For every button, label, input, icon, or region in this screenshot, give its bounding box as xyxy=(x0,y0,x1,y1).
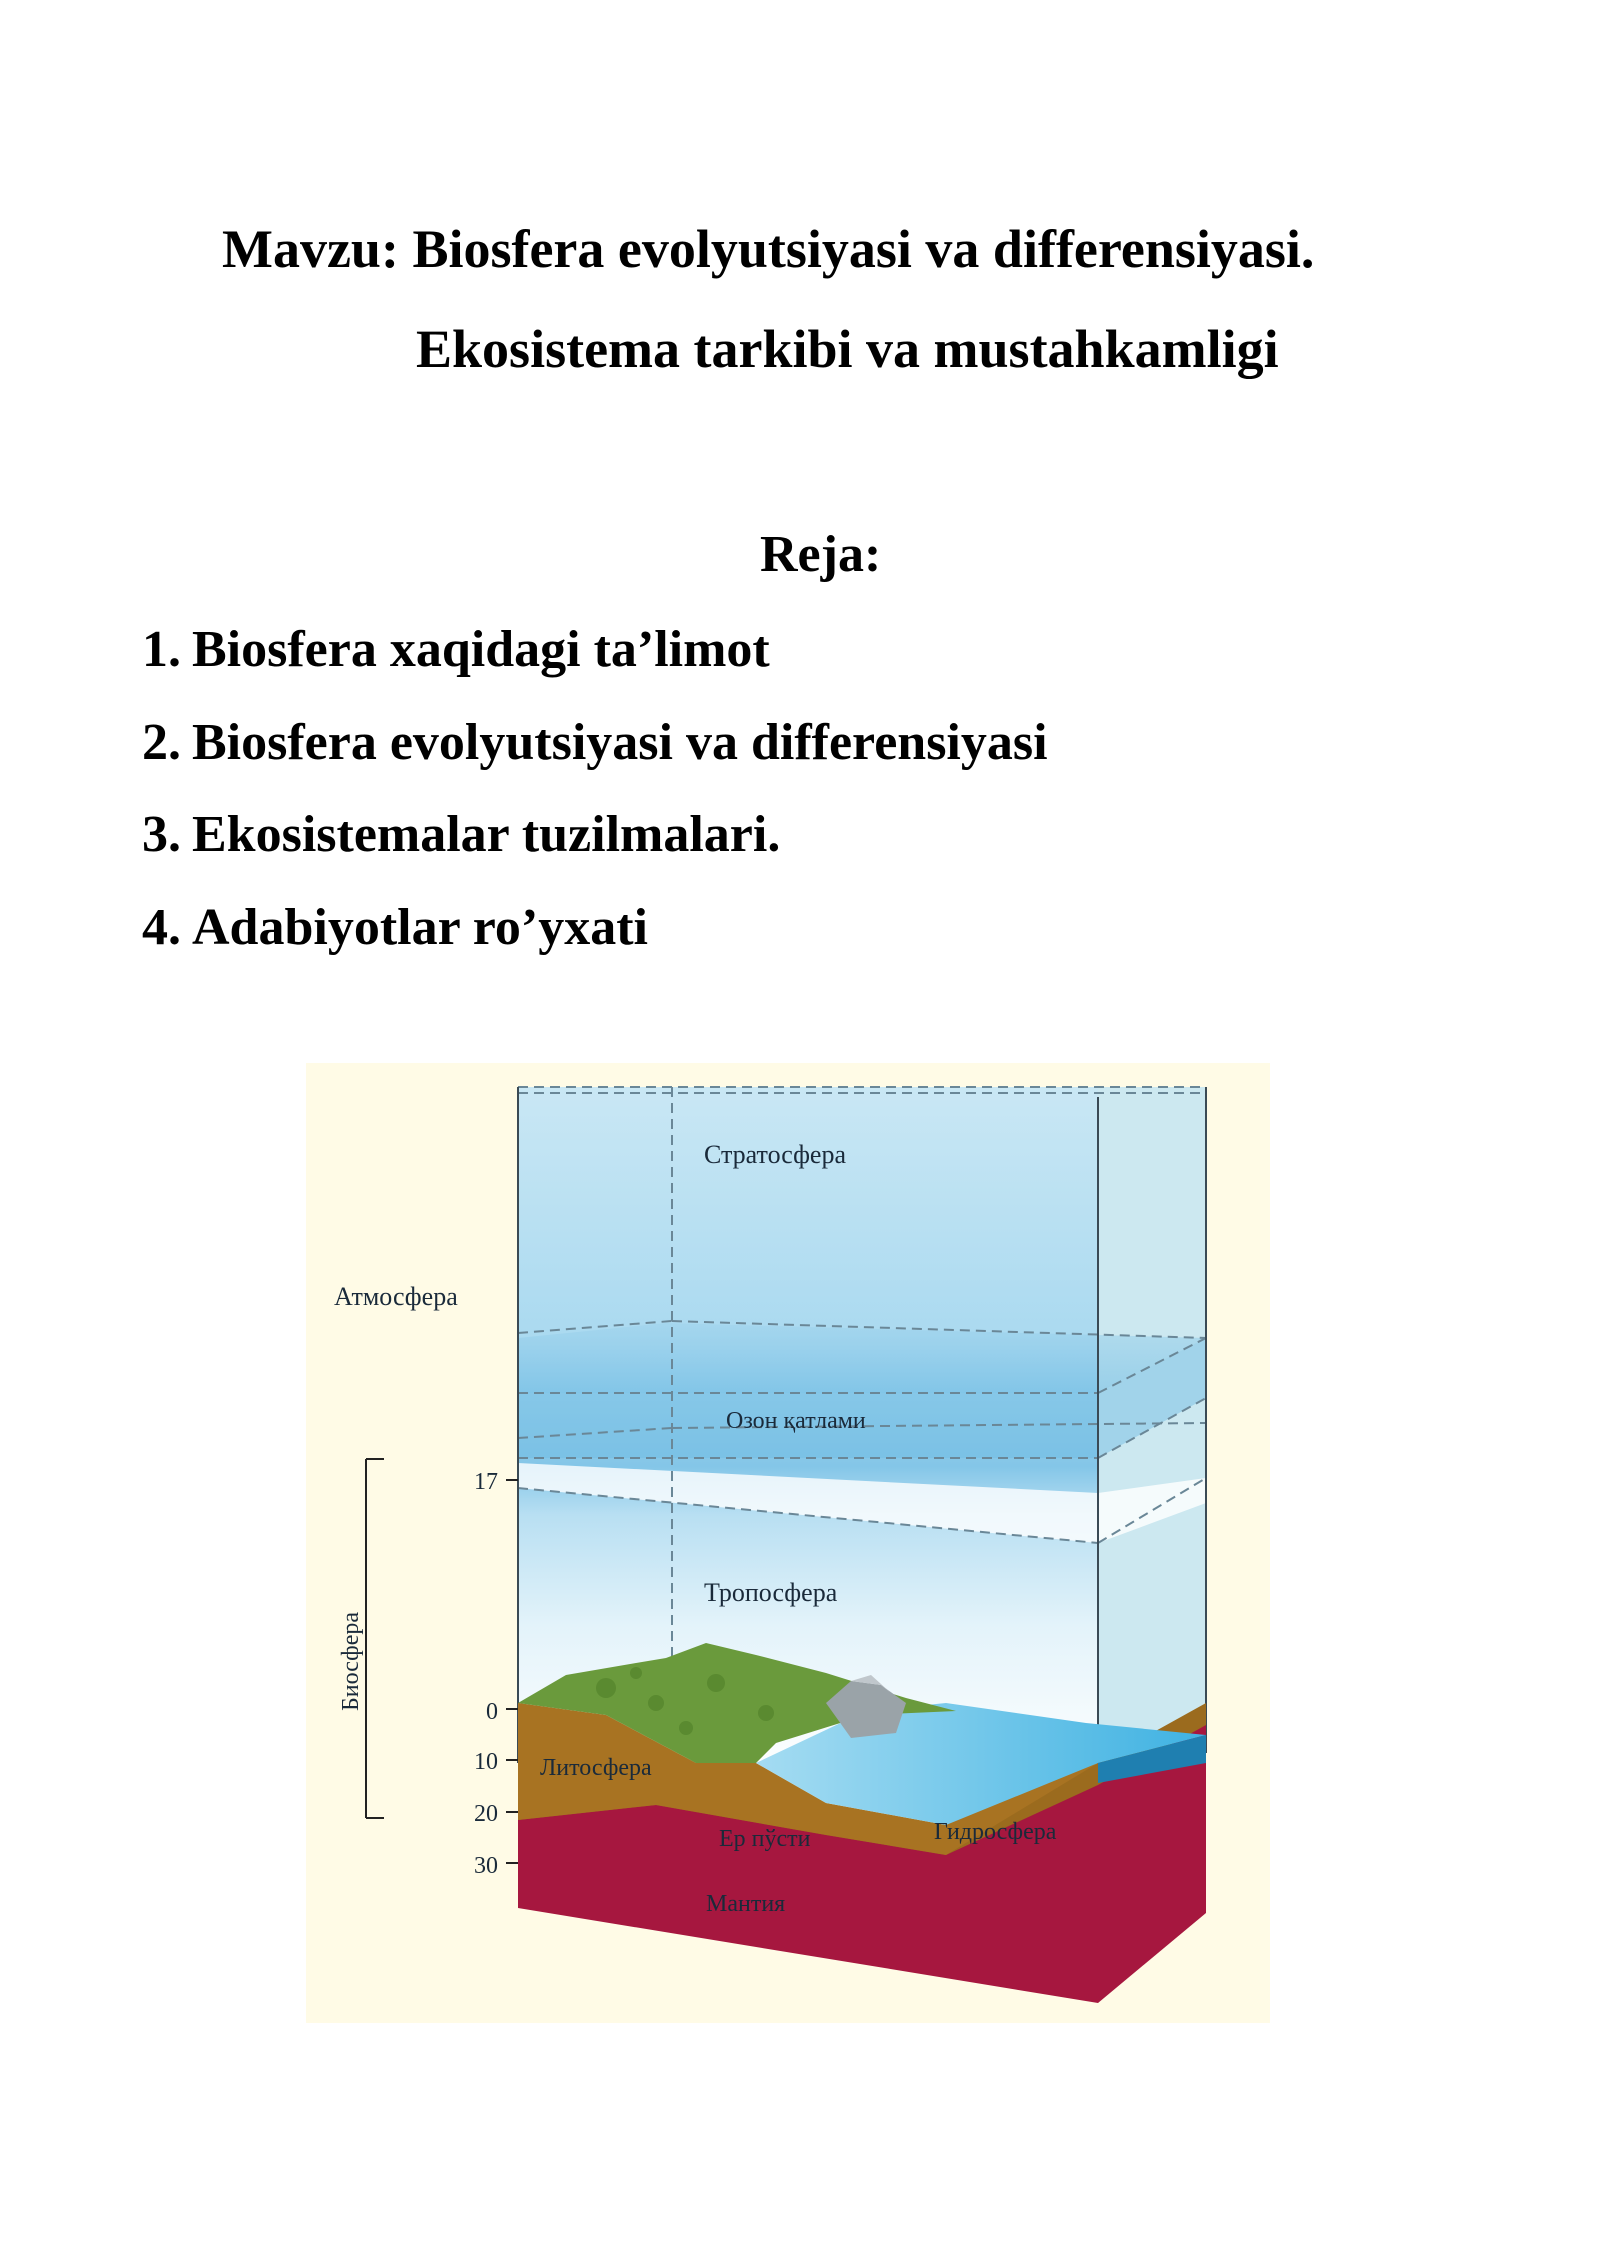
mantle-label: Мантия xyxy=(706,1891,786,1917)
plan-item xyxy=(142,805,780,864)
plan-item-text: Adabiyotlar ro’yxati xyxy=(192,899,648,956)
hydrosphere-label: Гидросфера xyxy=(934,1819,1057,1845)
biosphere-label: Биосфера xyxy=(338,1611,364,1711)
atmosphere-label: Атмосфера xyxy=(334,1282,458,1311)
ozone-label: Озон қатлами xyxy=(726,1408,866,1434)
title-line-1: Mavzu: Biosfera evolyutsiyasi va differensiyasi. xyxy=(222,219,1315,279)
crust-label: Ер пўсти xyxy=(719,1826,811,1852)
title-line-2: Ekosistema tarkibi va mustahkamligi xyxy=(416,319,1279,379)
tick-label: 20 xyxy=(474,1801,498,1827)
plan-item-text: Ekosistemalar tuzilmalari. xyxy=(192,806,781,863)
tick-label: 17 xyxy=(474,1469,498,1495)
lithosphere-label: Литосфера xyxy=(540,1755,652,1781)
plan-item xyxy=(142,713,1048,772)
tick-label: 0 xyxy=(486,1699,498,1725)
biosphere-diagram xyxy=(306,1063,1270,2023)
plan-heading: Reja: xyxy=(760,526,882,583)
plan-item-number: 3. xyxy=(142,806,181,863)
tick-label: 10 xyxy=(474,1749,498,1775)
biosphere-diagram-svg xyxy=(306,1063,1270,2023)
plan-item xyxy=(142,620,770,679)
troposphere-label: Тропосфера xyxy=(704,1578,838,1607)
plan-item xyxy=(142,898,648,957)
plan-item-number: 4. xyxy=(142,899,181,956)
tick-label: 30 xyxy=(474,1853,498,1879)
plan-item-number: 1. xyxy=(142,621,181,678)
plan-item-number: 2. xyxy=(142,714,181,771)
plan-item-text: Biosfera evolyutsiyasi va differensiyasi xyxy=(192,714,1048,771)
stratosphere-label: Стратосфера xyxy=(704,1140,846,1169)
plan-item-text: Biosfera xaqidagi ta’limot xyxy=(192,621,770,678)
